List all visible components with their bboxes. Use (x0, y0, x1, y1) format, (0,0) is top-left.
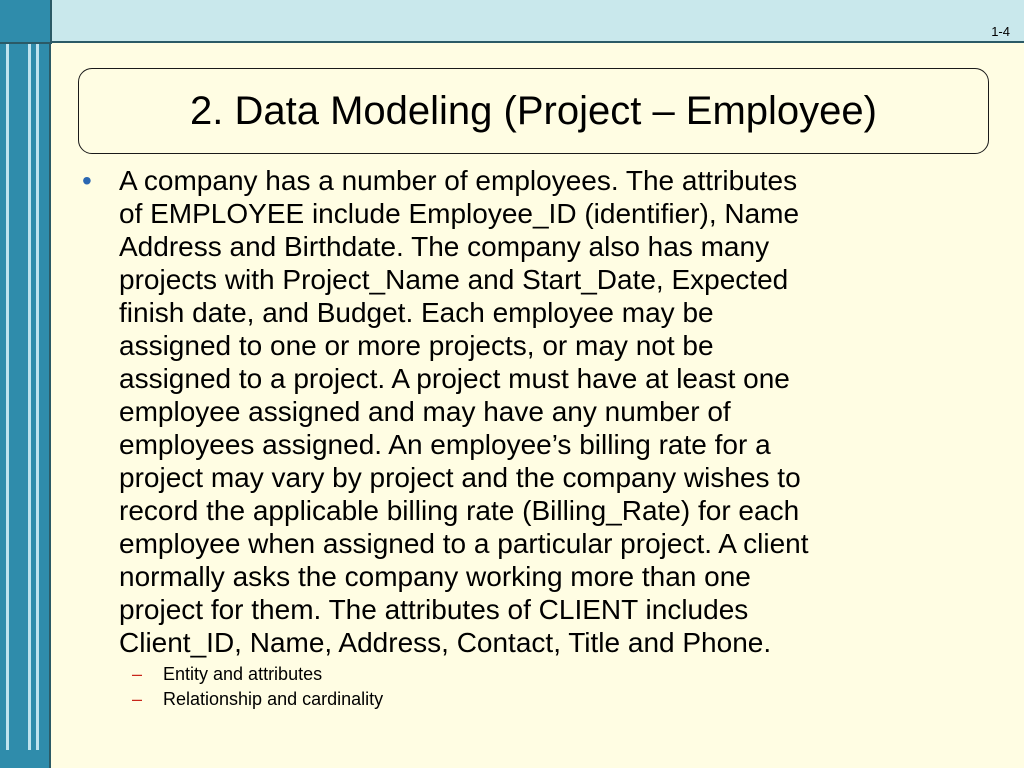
bullet-line: Address and Birthdate. The company also has many (119, 231, 770, 262)
corner-block (0, 0, 52, 44)
slide-number: 1-4 (991, 24, 1010, 39)
sub-bullet-label: Relationship and cardinality (163, 689, 384, 709)
bullet-line: assigned to one or more projects, or may not be (119, 330, 714, 361)
bullet-line: normally asks the company working more than one (119, 561, 751, 592)
bullet-line: Client_ID, Name, Address, Contact, Title and Phone. (119, 627, 772, 658)
bullet-line: employees assigned. An employee’s billing rate for a (119, 429, 771, 460)
bullet-marker: • (82, 165, 92, 196)
slide-title: 2. Data Modeling (Project – Employee) (190, 88, 877, 133)
bullet-line: projects with Project_Name and Start_Date, Expected (119, 264, 789, 295)
top-band (0, 0, 1024, 43)
bullet-line: assigned to a project. A project must have at least one (119, 363, 790, 394)
sub-bullet-list (82, 662, 982, 712)
bullet-line: project for them. The attributes of CLIENT includes (119, 594, 749, 625)
bullet-line: employee when assigned to a particular project. A client (119, 528, 809, 559)
bullet-line: A company has a number of employees. The attributes (119, 165, 798, 196)
left-band-stripe (36, 42, 39, 750)
sub-bullet-relationship-cardinality (82, 687, 982, 712)
bullet-line: record the applicable billing rate (Billing_Rate) for each (119, 495, 800, 526)
bullet-line: project may vary by project and the company wishes to (119, 462, 801, 493)
left-band-stripe (28, 42, 31, 750)
left-band (0, 42, 51, 768)
bullet-text (119, 164, 982, 659)
dash-marker: – (132, 689, 143, 709)
sub-bullet-label: Entity and attributes (163, 664, 323, 684)
left-band-stripe (6, 42, 9, 750)
bullet-line: employee assigned and may have any number of (119, 396, 731, 427)
dash-marker: – (132, 664, 143, 684)
main-bullet (82, 164, 982, 659)
bullet-line: of EMPLOYEE include Employee_ID (identifier), Name (119, 198, 800, 229)
title-box (78, 68, 989, 154)
sub-bullet-entity-attributes (82, 662, 982, 687)
bullet-line: finish date, and Budget. Each employee may be (119, 297, 714, 328)
slide-content (82, 164, 982, 712)
